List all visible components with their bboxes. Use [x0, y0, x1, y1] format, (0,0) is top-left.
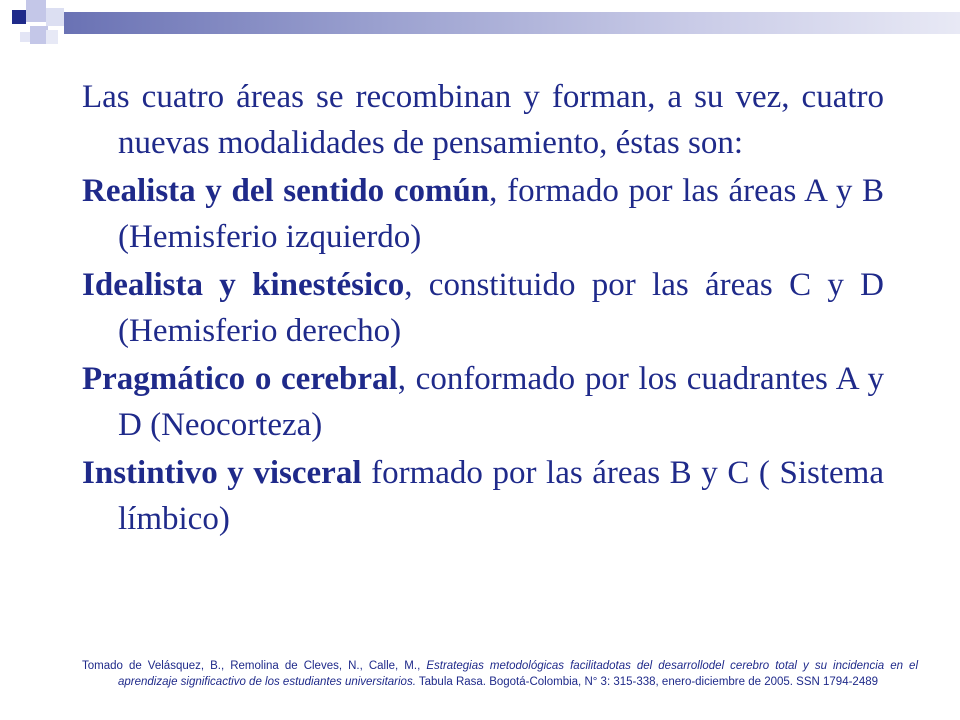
decor-square — [46, 8, 64, 26]
modality-text: , conformado por los cuadrantes A y D (Neocorteza) — [118, 361, 884, 443]
modality-title: Instintivo y visceral — [82, 455, 362, 491]
header-bar — [64, 12, 960, 34]
decor-square — [12, 10, 26, 24]
modality-text: , constituido por las áreas C y D (Hemisferio derecho) — [118, 267, 884, 349]
modality-title: Realista y del sentido común — [82, 173, 490, 209]
citation-title: Estrategias metodológicas facilitadotas del desarrollodel cerebro total y su incidencia en el aprendizaje significactivo de los estudiantes universitarios. — [118, 660, 918, 688]
modality-title: Idealista y kinestésico — [82, 267, 405, 303]
decor-square — [20, 32, 30, 42]
decor-square — [46, 30, 58, 44]
modality-text: formado por las áreas B y C ( Sistema límbico) — [118, 455, 884, 537]
slide-body — [82, 74, 884, 544]
paragraph-text: Las cuatro áreas se recombinan y forman, a su vez, cuatro nuevas modalidades de pensamiento, éstas son: — [82, 79, 884, 161]
citation-suffix: Tabula Rasa. Bogotá-Colombia, N° 3: 315-338, enero-diciembre de 2005. SSN 1794-2489 — [415, 676, 879, 688]
modality-title: Pragmático o cerebral — [82, 361, 398, 397]
modality-idealista — [82, 262, 884, 354]
modality-pragmatico — [82, 356, 884, 448]
modality-instintivo — [82, 450, 884, 542]
citation-prefix: Tomado de Velásquez, B., Remolina de Cleves, N., Calle, M., — [82, 660, 427, 672]
modality-text: , formado por las áreas A y B (Hemisferio izquierdo) — [118, 173, 884, 255]
decor-square — [26, 0, 46, 22]
modality-realista — [82, 168, 884, 260]
citation — [82, 658, 918, 690]
intro-paragraph — [82, 74, 884, 166]
